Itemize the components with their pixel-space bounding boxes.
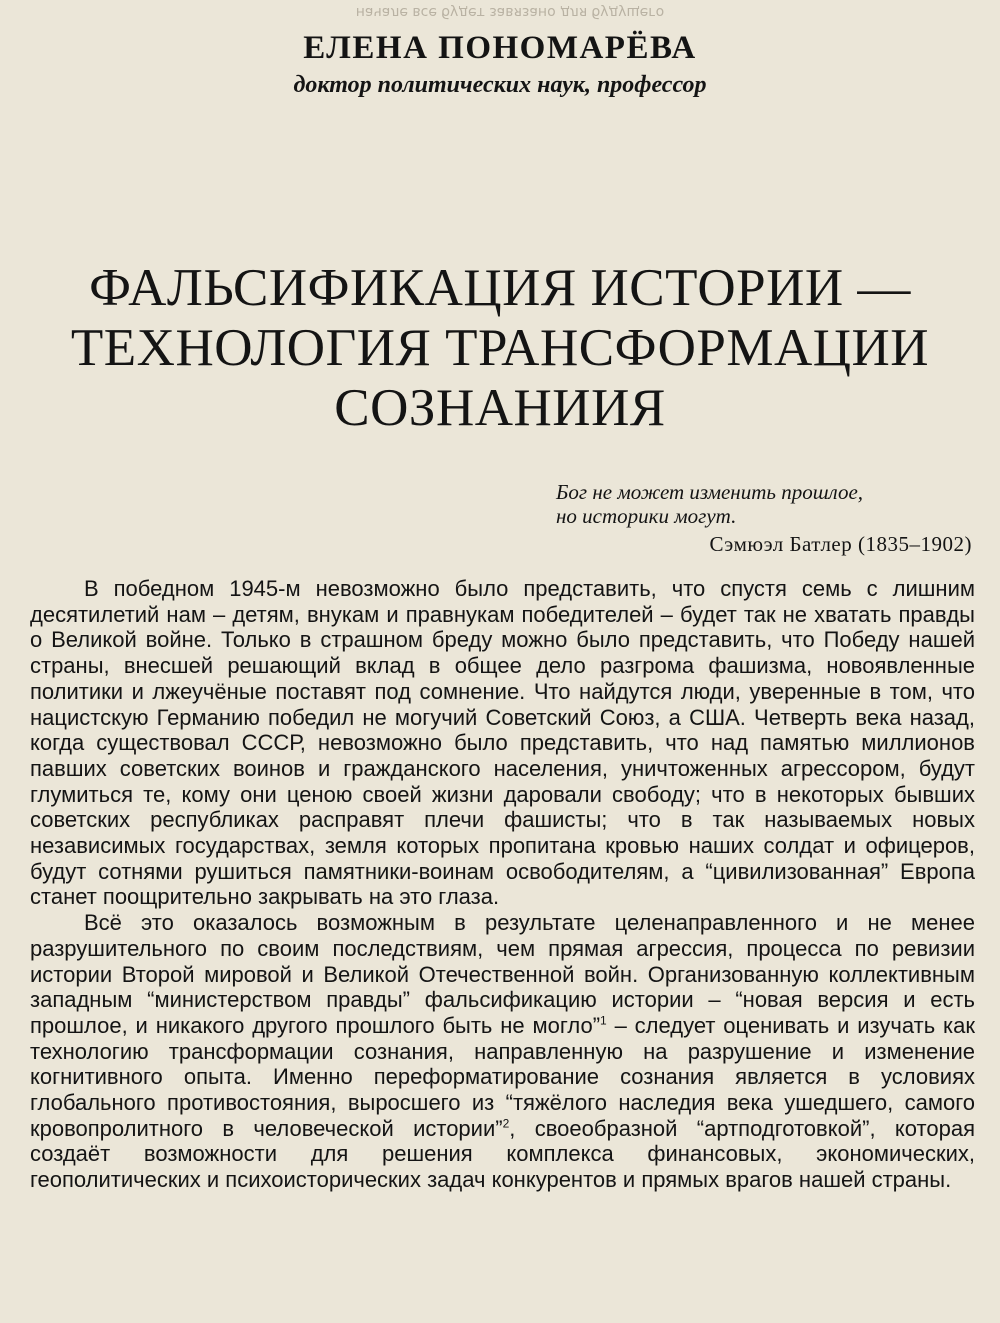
epigraph-attribution: Сэмюэл Батлер (1835–1902) <box>709 532 972 556</box>
epigraph <box>556 480 986 556</box>
article-body <box>30 576 975 1193</box>
article-title <box>0 258 1000 438</box>
paragraph-2-part-a: Всё это оказалось возможным в результате целенаправленного и не менее разрушительного по своим последствиям, чем прямая агрессия, процесса по ревизии истории Второй мировой и Великой Отечественной войн. Организованную коллективным западным “министерством правды” фальсификацию истории – “новая версия и есть прошлое, и никакого другого прошлого быть не могло” <box>30 910 975 1038</box>
author-affiliation: доктор политических наук, профессор <box>293 72 707 98</box>
paragraph-2-part-c: , своеобразной “артподготовкой”, которая создаёт возможности для решения комплекса финансовых, экономических, геополитических и психоисторических задач конкурентов и прямых врагов нашей страны. <box>30 1115 975 1193</box>
epigraph-line-2: но историки могут. <box>556 504 737 528</box>
paragraph-2 <box>30 910 975 1193</box>
footnote-ref-2[interactable]: 2 <box>502 1116 510 1131</box>
footnote-ref-1[interactable]: 1 <box>600 1013 607 1028</box>
title-line-1: ФАЛЬСИФИКАЦИЯ ИСТОРИИ — <box>89 259 911 317</box>
title-line-3: СОЗНАНИИЯ <box>334 379 666 437</box>
title-line-2: ТЕХНОЛОГИЯ ТРАНСФОРМАЦИИ <box>70 319 930 377</box>
author-name: ЕЛЕНА ПОНОМАРЁВА <box>303 30 697 66</box>
paragraph-2-part-b: – следует оценивать и изучать как технологию трансформации сознания, направленную на разрушение и изменение когнитивного опыта. Именно переформатирование сознания является в условиях глобального противостояния, выросшего из “тяжёлого наследия века ушедшего, самого кровопролитного в человеческой истории” <box>30 1012 975 1141</box>
bleed-through-text: начале все будет завязано для будущего <box>355 4 665 20</box>
epigraph-line-1: Бог не может изменить прошлое, <box>556 480 864 504</box>
paragraph-1: В победном 1945-м невозможно было представить, что спустя семь с лишним десятилетий нам – детям, внукам и правнукам победителей – будет так не хватать правды о Великой войне. Только в страшном бреду можно было представить, что Победу нашей страны, внесшей решающий вклад в общее дело разгрома фашизма, новоявленные политики и лжеучёные поставят под сомнение. Что найдутся люди, уверенные в том, что нацистскую Германию победил не могучий Советский Союз, а США. Четверть века назад, когда существовал СССР, невозможно было представить, что над памятью миллионов павших советских воинов и гражданского населения, уничтоженных агрессором, будут глумиться те, кому они ценою своей жизни даровали свободу; что в некоторых бывших советских республиках расправят плечи фашисты; что в так называемых новых независимых государствах, земля которых пропитана кровью наших солдат и офицеров, будут сотнями рушиться памятники-воинам освободителям, а “цивилизованная” Европа станет поощрительно закрывать на это глаза. <box>30 576 975 910</box>
